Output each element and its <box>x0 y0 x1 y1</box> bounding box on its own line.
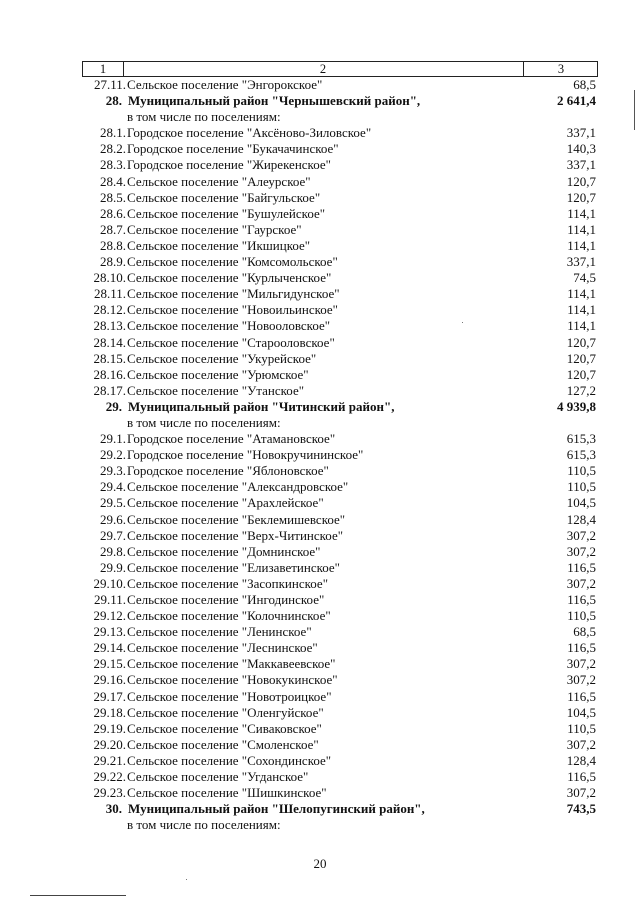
table-body <box>82 77 598 833</box>
row-name: Сельское поселение "Ингодинское" <box>127 592 325 607</box>
row-number: 28.2. <box>100 141 126 157</box>
settlement-row <box>82 769 598 785</box>
table-header <box>82 61 598 77</box>
settlement-row <box>82 125 598 141</box>
row-number: 29.11. <box>93 592 126 607</box>
row-number: 29.18. <box>93 704 126 720</box>
settlement-row <box>82 157 598 173</box>
row-name: Сельское поселение "Бушулейское" <box>127 205 326 221</box>
row-name: Сельское поселение "Энгорокское" <box>127 77 323 92</box>
settlement-row <box>82 672 598 688</box>
settlement-row <box>82 560 598 576</box>
row-name: Сельское поселение "Байгульское" <box>127 189 321 205</box>
settlement-row <box>82 785 598 801</box>
subheading-row <box>82 109 598 125</box>
settlement-row <box>82 463 598 479</box>
settlement-row <box>82 576 598 592</box>
settlement-row <box>82 190 598 206</box>
row-number: 29.17. <box>93 688 126 704</box>
row-number: 29.2. <box>100 447 126 463</box>
row-number: 30. <box>105 801 122 817</box>
row-value: 68,5 <box>573 624 596 640</box>
row-name: Сельское поселение "Комсомольское" <box>127 254 338 270</box>
district-row <box>82 801 598 817</box>
subheading-row <box>82 415 598 431</box>
settlement-row <box>82 254 598 270</box>
row-number: 29.22. <box>93 769 126 785</box>
settlement-row <box>82 206 598 222</box>
row-number: 29.13. <box>93 624 126 640</box>
row-name: в том числе по поселениям: <box>127 817 281 833</box>
row-name: в том числе по поселениям: <box>127 109 281 125</box>
row-name: Сельское поселение "Елизаветинское" <box>127 559 340 575</box>
settlement-row <box>82 495 598 511</box>
row-number: 28.3. <box>100 157 126 173</box>
row-number: 28.11. <box>93 286 126 302</box>
settlement-row <box>82 367 598 383</box>
row-name: Сельское поселение "Сиваковское" <box>127 720 322 736</box>
row-value: 68,5 <box>573 77 596 92</box>
row-value: 74,5 <box>573 270 596 286</box>
row-value: 110,5 <box>567 463 596 479</box>
row-name: Сельское поселение "Курлыченское" <box>127 270 332 286</box>
row-name: Сельское поселение "Старооловское" <box>127 334 335 350</box>
row-name: Сельское поселение "Домнинское" <box>127 543 321 559</box>
row-value: 307,2 <box>566 543 596 559</box>
row-name: Сельское поселение "Новотроицкое" <box>127 688 332 704</box>
row-value: 120,7 <box>566 334 596 350</box>
column-2-header: 2 <box>319 62 327 76</box>
row-value: 337,1 <box>566 125 596 141</box>
row-name: Сельское поселение "Арахлейское" <box>127 495 324 511</box>
row-name: Городское поселение "Атамановское" <box>127 431 336 447</box>
row-number: 29.15. <box>93 656 126 672</box>
row-name: Сельское поселение "Новооловское" <box>127 318 331 334</box>
scan-edge-mark <box>634 90 635 130</box>
row-value: 337,1 <box>566 254 596 270</box>
settlement-row <box>82 174 598 190</box>
settlement-row <box>82 721 598 737</box>
row-value: 307,2 <box>566 672 596 688</box>
row-value: 114,1 <box>567 221 596 237</box>
row-number: 28.5. <box>100 189 126 205</box>
scan-speck <box>186 879 187 880</box>
row-value: 110,5 <box>567 479 596 495</box>
district-row <box>82 93 598 109</box>
row-number: 29. <box>105 398 122 414</box>
row-number: 29.4. <box>100 479 126 495</box>
row-value: 307,2 <box>566 785 596 801</box>
row-name: Сельское поселение "Леснинское" <box>127 640 318 656</box>
row-number: 28.6. <box>100 205 126 221</box>
row-value: 615,3 <box>566 431 596 447</box>
row-number: 28.4. <box>100 173 126 189</box>
row-name: Муниципальный район "Читинский район", <box>128 398 395 414</box>
row-number: 27.11. <box>93 77 126 92</box>
settlement-row <box>82 222 598 238</box>
row-number: 28.14. <box>93 334 126 350</box>
row-name: Сельское поселение "Угданское" <box>127 769 309 785</box>
settlement-row <box>82 640 598 656</box>
row-value: 337,1 <box>566 157 596 173</box>
row-number: 29.23. <box>93 785 126 801</box>
row-value: 743,5 <box>566 801 596 817</box>
settlement-row <box>82 705 598 721</box>
row-value: 110,5 <box>567 720 596 736</box>
settlement-row <box>82 592 598 608</box>
row-value: 104,5 <box>566 495 596 511</box>
row-value: 116,5 <box>567 592 596 607</box>
row-number: 29.10. <box>93 575 126 591</box>
row-name: Сельское поселение "Оленгуйское" <box>127 704 324 720</box>
row-value: 2 641,4 <box>557 93 596 109</box>
settlement-row <box>82 624 598 640</box>
settlement-row <box>82 544 598 560</box>
row-number: 29.8. <box>100 543 126 559</box>
settlement-row <box>82 512 598 528</box>
row-number: 29.14. <box>93 640 126 656</box>
row-value: 120,7 <box>566 173 596 189</box>
row-name: Муниципальный район "Чернышевский район", <box>128 93 421 109</box>
row-name: Сельское поселение "Александровское" <box>127 479 349 495</box>
row-number: 28. <box>105 93 122 109</box>
column-3-header: 3 <box>557 62 565 76</box>
row-name: Сельское поселение "Сохондинское" <box>127 752 332 768</box>
district-row <box>82 399 598 415</box>
row-value: 127,2 <box>566 382 596 398</box>
row-value: 307,2 <box>566 736 596 752</box>
row-value: 140,3 <box>566 141 596 157</box>
settlement-row <box>82 528 598 544</box>
row-number: 29.19. <box>93 720 126 736</box>
scan-speck <box>462 322 463 323</box>
row-number: 28.8. <box>100 237 126 253</box>
settlement-row <box>82 753 598 769</box>
settlement-row <box>82 431 598 447</box>
row-number: 29.20. <box>93 736 126 752</box>
row-number: 29.1. <box>100 431 126 447</box>
row-value: 307,2 <box>566 656 596 672</box>
row-number: 28.17. <box>93 382 126 398</box>
row-name: в том числе по поселениям: <box>127 414 281 430</box>
settlement-row <box>82 302 598 318</box>
settlement-row <box>82 447 598 463</box>
row-name: Сельское поселение "Колочнинское" <box>127 608 331 624</box>
row-name: Сельское поселение "Новоильинское" <box>127 302 338 318</box>
settlement-row <box>82 737 598 753</box>
row-value: 110,5 <box>567 608 596 624</box>
row-value: 120,7 <box>566 350 596 366</box>
row-number: 28.12. <box>93 302 126 318</box>
row-value: 114,1 <box>567 205 596 221</box>
settlement-row <box>82 351 598 367</box>
settlement-row <box>82 335 598 351</box>
row-value: 4 939,8 <box>557 398 596 414</box>
row-number: 28.13. <box>93 318 126 334</box>
settlement-row <box>82 77 598 93</box>
settlement-row <box>82 689 598 705</box>
row-name: Сельское поселение "Укурейское" <box>127 350 317 366</box>
row-name: Городское поселение "Яблоновское" <box>127 463 329 479</box>
row-value: 120,7 <box>566 189 596 205</box>
footnote-rule <box>30 895 126 896</box>
settlement-row <box>82 141 598 157</box>
row-number: 29.21. <box>93 752 126 768</box>
row-name: Сельское поселение "Смоленское" <box>127 736 319 752</box>
row-name: Сельское поселение "Гаурское" <box>127 221 302 237</box>
page-number: 20 <box>313 856 327 871</box>
row-value: 114,1 <box>567 302 596 318</box>
row-value: 128,4 <box>566 511 596 527</box>
row-value: 116,5 <box>567 559 596 575</box>
row-name: Сельское поселение "Утанское" <box>127 382 305 398</box>
row-number: 29.5. <box>100 495 126 511</box>
settlement-row <box>82 479 598 495</box>
settlement-row <box>82 608 598 624</box>
row-number: 29.16. <box>93 672 126 688</box>
row-value: 307,2 <box>566 527 596 543</box>
row-value: 307,2 <box>566 575 596 591</box>
row-number: 28.9. <box>100 254 126 270</box>
row-value: 116,5 <box>567 688 596 704</box>
row-name: Сельское поселение "Засопкинское" <box>127 575 328 591</box>
row-name: Городское поселение "Букачачинское" <box>127 141 339 157</box>
subheading-row <box>82 817 598 833</box>
row-value: 116,5 <box>567 640 596 656</box>
row-name: Сельское поселение "Ленинское" <box>127 624 312 640</box>
row-number: 28.16. <box>93 366 126 382</box>
row-number: 28.7. <box>100 221 126 237</box>
row-name: Городское поселение "Аксёново-Зиловское" <box>127 125 372 141</box>
row-value: 114,1 <box>567 286 596 302</box>
row-name: Сельское поселение "Маккавеевское" <box>127 656 336 672</box>
row-name: Сельское поселение "Новокукинское" <box>127 672 338 688</box>
document-table <box>82 61 598 833</box>
row-number: 29.12. <box>93 608 126 624</box>
settlement-row <box>82 270 598 286</box>
row-name: Сельское поселение "Урюмское" <box>127 366 309 382</box>
row-name: Городское поселение "Новокручининское" <box>127 447 364 463</box>
row-number: 28.10. <box>93 270 126 286</box>
row-number: 29.6. <box>100 511 126 527</box>
row-number: 28.1. <box>100 125 126 141</box>
row-name: Муниципальный район "Шелопугинский район", <box>128 801 425 817</box>
row-value: 615,3 <box>566 447 596 463</box>
settlement-row <box>82 656 598 672</box>
settlement-row <box>82 238 598 254</box>
row-name: Сельское поселение "Икшицкое" <box>127 237 311 253</box>
settlement-row <box>82 318 598 334</box>
row-value: 114,1 <box>567 237 596 253</box>
row-name: Городское поселение "Жирекенское" <box>127 157 331 173</box>
row-value: 128,4 <box>566 752 596 768</box>
row-value: 120,7 <box>566 366 596 382</box>
row-value: 114,1 <box>567 318 596 334</box>
row-name: Сельское поселение "Шишкинское" <box>127 785 327 801</box>
row-number: 29.9. <box>100 559 126 575</box>
row-number: 29.7. <box>100 527 126 543</box>
row-number: 29.3. <box>100 463 126 479</box>
settlement-row <box>82 383 598 399</box>
row-number: 28.15. <box>93 350 126 366</box>
row-name: Сельское поселение "Верх-Читинское" <box>127 527 344 543</box>
row-value: 104,5 <box>566 704 596 720</box>
column-1-header: 1 <box>99 62 107 76</box>
row-name: Сельское поселение "Беклемишевское" <box>127 511 346 527</box>
settlement-row <box>82 286 598 302</box>
row-name: Сельское поселение "Алеурское" <box>127 173 311 189</box>
row-name: Сельское поселение "Мильгидунское" <box>127 286 340 302</box>
row-value: 116,5 <box>567 769 596 785</box>
